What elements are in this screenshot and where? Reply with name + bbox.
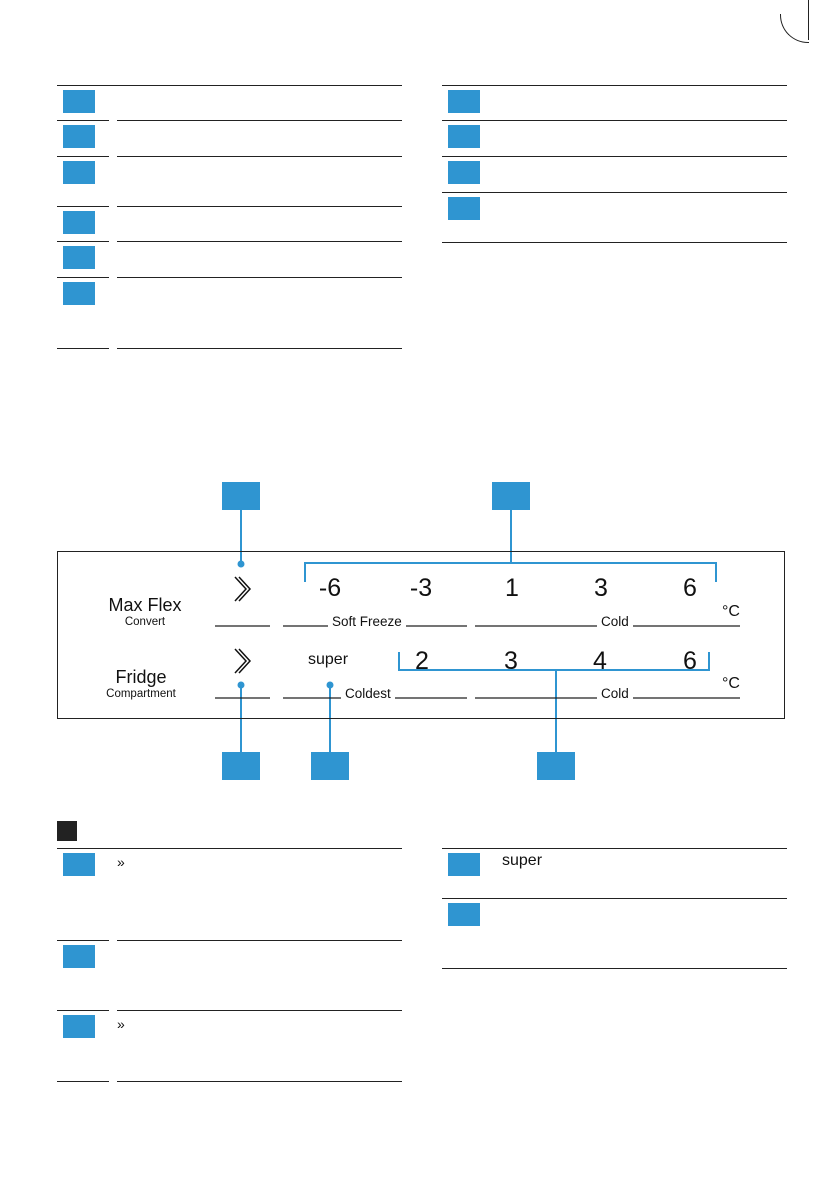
- degree-unit: °C: [722, 603, 740, 620]
- cold-label-top: Cold: [597, 614, 633, 629]
- chevron-right-icon: »: [117, 1016, 125, 1032]
- bottom-right-table: [442, 848, 787, 969]
- coldest-label: Coldest: [341, 686, 395, 701]
- temp-value: 3: [504, 647, 518, 675]
- super-legend-label: super: [502, 852, 543, 869]
- callout-marker: [448, 853, 480, 876]
- callout-marker: [63, 945, 95, 968]
- callout-marker-bottom-2: [311, 752, 349, 780]
- callout-marker-bottom-1: [222, 752, 260, 780]
- temp-value: 2: [415, 647, 429, 675]
- table-row: [442, 849, 787, 899]
- table-row: [442, 899, 787, 969]
- compartment-label: Compartment: [106, 688, 176, 700]
- temp-value: -6: [318, 574, 342, 602]
- fridge-label: Fridge: [115, 667, 167, 687]
- temp-value: 1: [505, 574, 519, 602]
- chevron-right-icon: »: [117, 854, 125, 870]
- convert-label: Convert: [124, 616, 166, 628]
- callout-marker: [448, 903, 480, 926]
- black-square-icon: [57, 821, 77, 841]
- temp-value: 3: [594, 574, 608, 602]
- table-row: [57, 849, 402, 941]
- table-row: [57, 941, 402, 1011]
- temp-value: 6: [683, 647, 697, 675]
- callout-marker: [63, 1015, 95, 1038]
- temp-value: -3: [409, 574, 433, 602]
- degree-unit: °C: [722, 675, 740, 692]
- table-row: [57, 1011, 402, 1082]
- super-label: super: [308, 651, 349, 668]
- bottom-left-table: [57, 848, 402, 1082]
- temp-value: 6: [683, 574, 697, 602]
- callout-marker: [63, 853, 95, 876]
- cold-label-bottom: Cold: [597, 686, 633, 701]
- soft-freeze-label: Soft Freeze: [328, 614, 406, 629]
- temp-value: 4: [593, 647, 607, 675]
- callout-marker-bottom-3: [537, 752, 575, 780]
- max-flex-label: Max Flex: [108, 595, 182, 615]
